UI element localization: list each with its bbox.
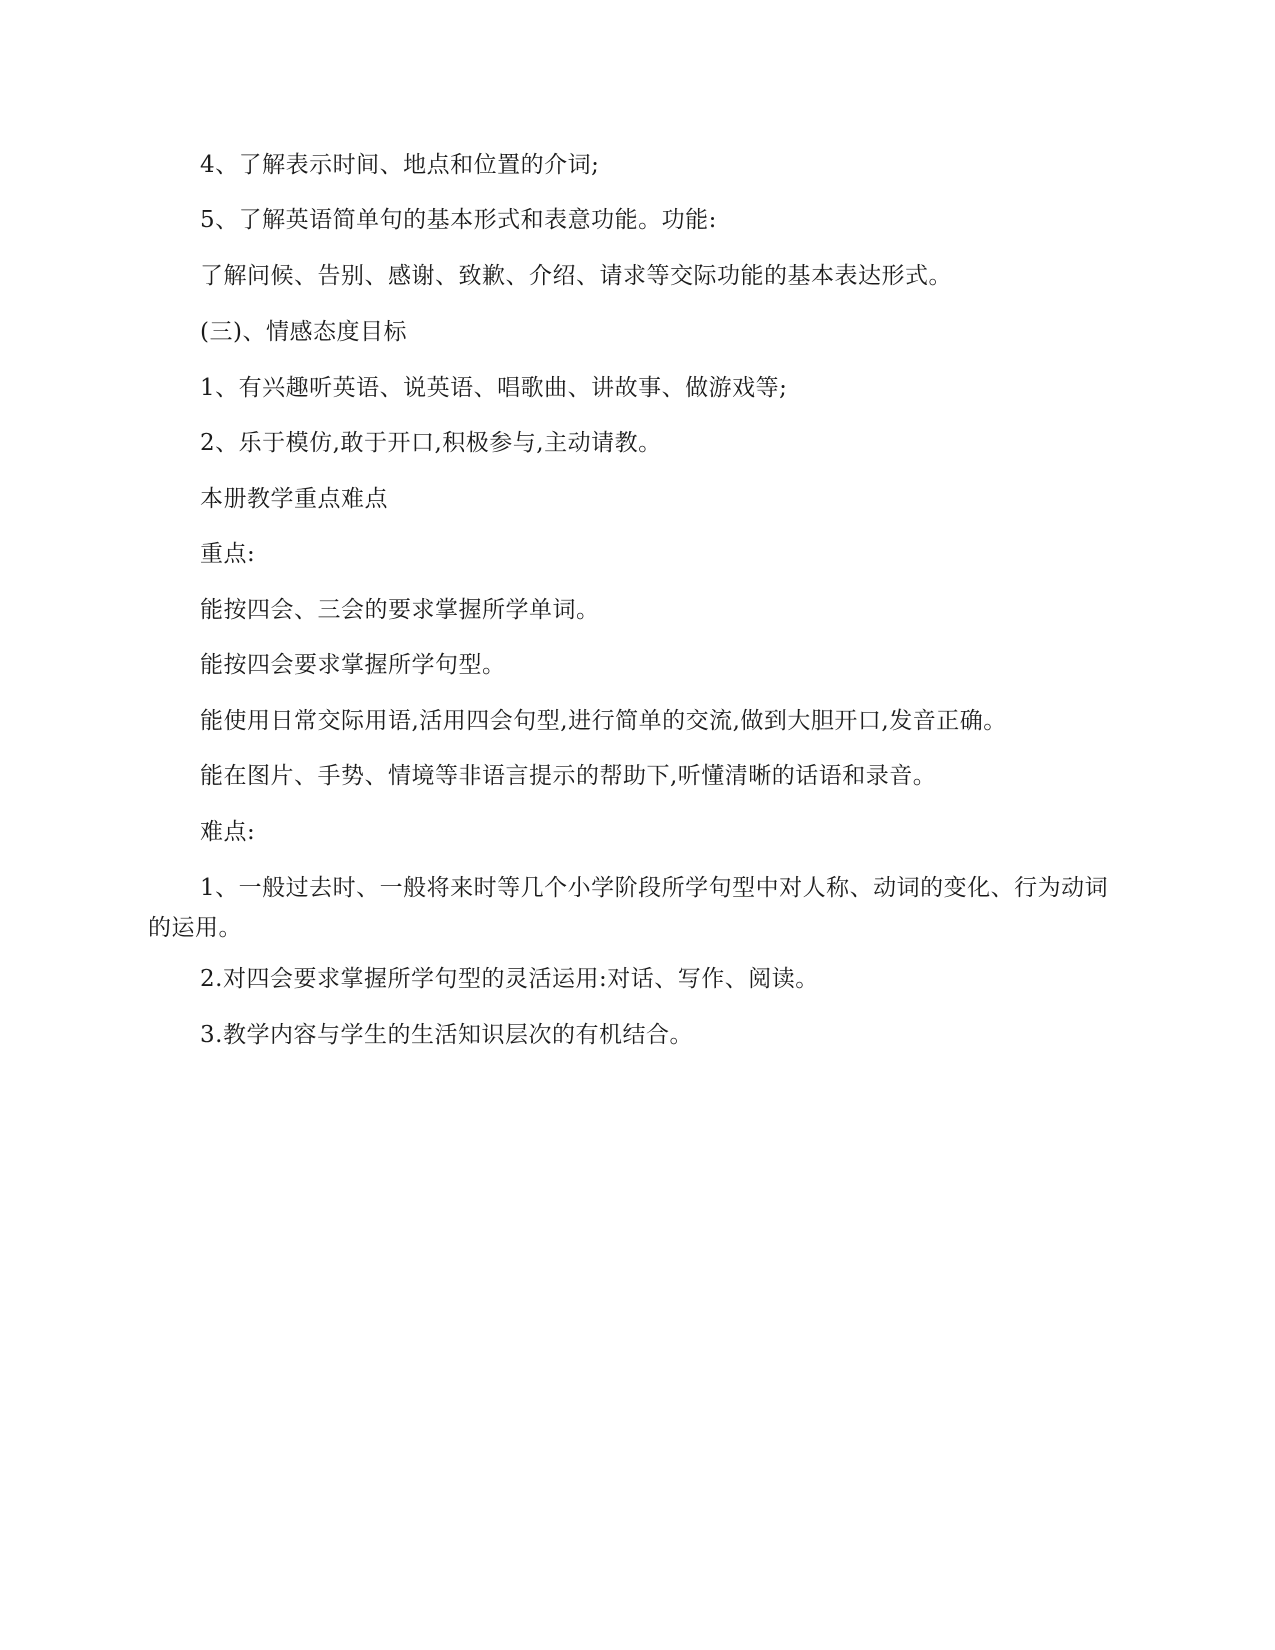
section-heading: (三)、情感态度目标 [200,319,407,345]
text-line: 5、了解英语简单句的基本形式和表意功能。功能: [200,207,717,233]
text-line: 4、了解表示时间、地点和位置的介词; [200,152,600,178]
text-line: 2、乐于模仿,敢于开口,积极参与,主动请教。 [200,430,662,456]
text-line: 能使用日常交际用语,活用四会句型,进行简单的交流,做到大胆开口,发音正确。 [200,708,1007,734]
text-line: 了解问候、告别、感谢、致歉、介绍、请求等交际功能的基本表达形式。 [200,263,952,289]
wrapped-paragraph: 1、一般过去时、一般将来时等几个小学阶段所学句型中对人称、动词的变化、行为动词的运用。 [148,875,1109,941]
text-line: 3.教学内容与学生的生活知识层次的有机结合。 [200,1022,693,1048]
text-line: 2.对四会要求掌握所学句型的灵活运用:对话、写作、阅读。 [200,966,819,992]
section-heading: 本册教学重点难点 [200,486,388,512]
text-line: 能按四会要求掌握所学句型。 [200,652,506,678]
sub-heading: 难点: [200,819,256,845]
text-line: 1、有兴趣听英语、说英语、唱歌曲、讲故事、做游戏等; [200,375,788,401]
text-line: 能按四会、三会的要求掌握所学单词。 [200,597,600,623]
sub-heading: 重点: [200,541,256,567]
text-line: 能在图片、手势、情境等非语言提示的帮助下,听懂清晰的话语和录音。 [200,763,937,789]
